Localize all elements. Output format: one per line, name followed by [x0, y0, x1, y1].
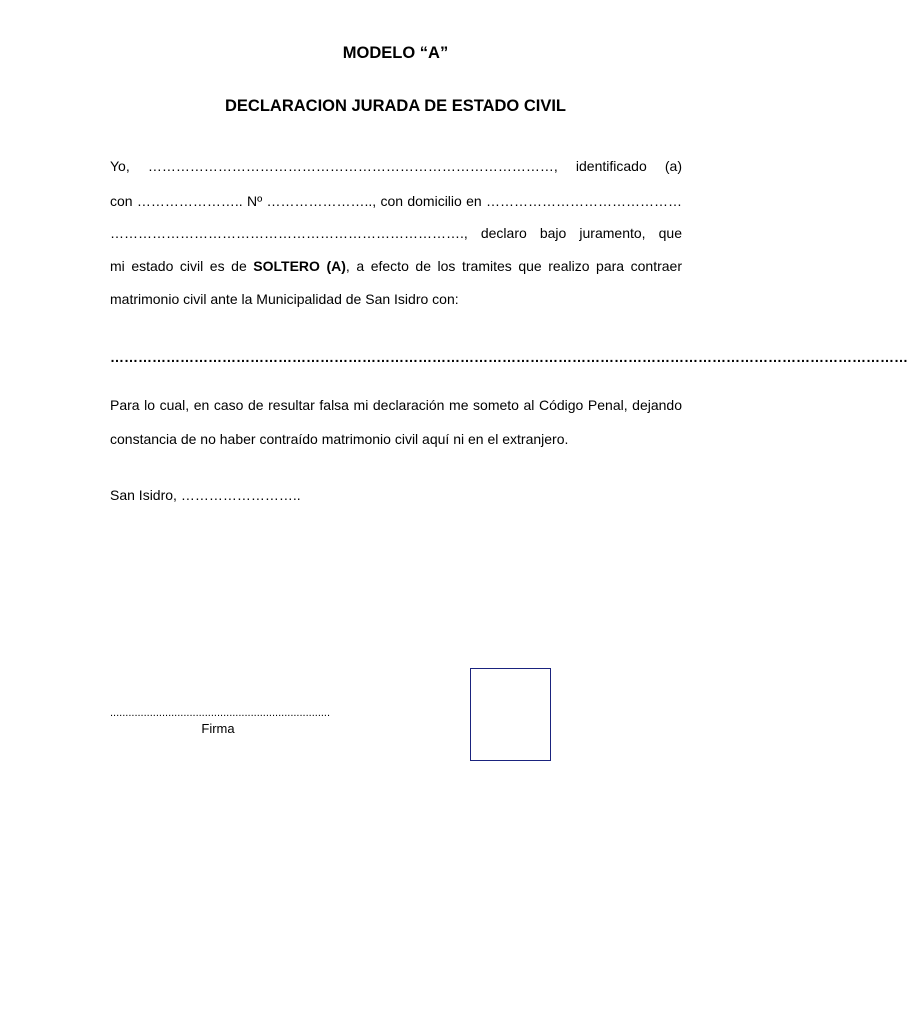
fingerprint-box [470, 668, 551, 761]
civil-status-value: SOLTERO (A) [253, 258, 346, 274]
spouse-name-blank: ……………………………………………………………………………………………………………………………………………………… [110, 349, 908, 365]
paragraph2-line2: constancia de no haber contraído matrimonio civil aquí ni en el extranjero. [110, 431, 569, 447]
place-date: San Isidro, …………………….. [110, 487, 301, 503]
model-title: MODELO “A” [342, 44, 449, 62]
civil-status-suffix: , a efecto de los tramites que realizo para contraer [345, 258, 682, 274]
paragraph2-line1: Para lo cual, en caso de resultar falsa mi declaración me someto al Código Penal, dejando [110, 397, 682, 413]
document-heading: DECLARACION JURADA DE ESTADO CIVIL [224, 97, 566, 115]
signature-label: Firma [201, 721, 235, 736]
civil-status-prefix: mi estado civil es de [110, 258, 254, 274]
paragraph1-line2: con ………………….. Nº ………………….., con domicilio en …………………………………… [110, 193, 682, 209]
paragraph1-line3: …………………………………………………………………., declaro bajo juramento, que [110, 225, 682, 241]
signature-line: ........................................................................ [110, 707, 331, 719]
paragraph1-line1: Yo, ……………………………………………………………………………, identificado (a) [110, 158, 682, 174]
paragraph1-line5: matrimonio civil ante la Municipalidad de San Isidro con: [110, 291, 459, 307]
paragraph1-line4 [110, 257, 682, 275]
